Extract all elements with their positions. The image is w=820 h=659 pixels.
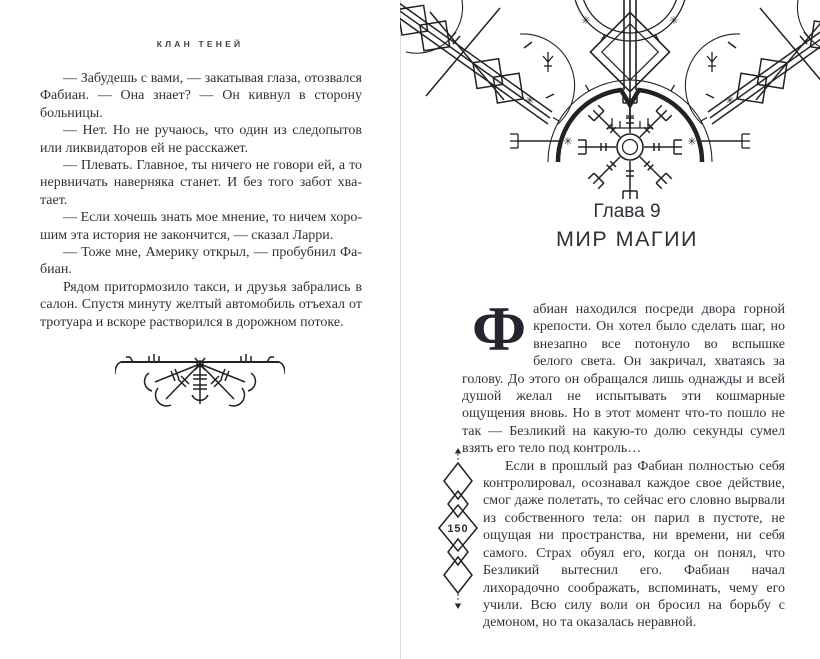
helm-of-awe-rune-icon bbox=[115, 354, 285, 416]
left-page-text bbox=[40, 70, 362, 331]
page-number: 150 bbox=[447, 523, 469, 535]
paragraph: Если в прошлый раз Фабиан полностью себя контролировал, осознавал каждое свое действие, смог даже полетать, то сейчас его словно вырвали из собственного тела: он парил в пустоте, не ощущая ни пространства, ни времени, ни себя самого. Страх обуял его, когда он понял, что Безликий вытеснил его. Фабиан начал лихорадочно соображать, вспоминать, чему его учили. Всю силу воли он бросил на борьбу с демоном, но та оказалась неравной. bbox=[483, 458, 785, 631]
vegvisir-compass-icon bbox=[400, 0, 820, 200]
paragraph-with-dropcap bbox=[462, 294, 785, 458]
paragraph: — Забудешь с вами, — закатывая глаза, отозвался Фабиан. — Она знает? — Он кивнул в сторону больницы. bbox=[40, 71, 362, 121]
paragraph-text: абиан находился посреди двора горной крепости. Он хотел было сделать шаг, но внезапно все потонуло во вспышке белого света. Он закричал, хватаясь за голову. До этого он обращался лишь однажды и всей душой желал не испытывать эти кошмарные ощущения вновь. Но в этот момент что-то пошло не так — Безликий на какую-то долю секунды сумел взять его тело под контроль… bbox=[462, 302, 785, 457]
asterisk-icon: ✳ bbox=[669, 14, 679, 27]
asterisk-icon: ✳ bbox=[563, 135, 573, 148]
paragraph: Рядом притормозило такси, и друзья забрались в салон. Спустя минуту желтый автомобиль отъехал от тротуара и вскоре растворился в дорожном потоке. bbox=[40, 279, 362, 330]
asterisk-icon: ✳ bbox=[525, 94, 535, 107]
right-page bbox=[400, 0, 820, 659]
asterisk-icon: ✳ bbox=[687, 135, 697, 148]
page-number-ornament bbox=[438, 447, 478, 611]
asterisk-icon: ✳ bbox=[581, 14, 591, 27]
chapter-title: МИР МАГИИ bbox=[556, 227, 698, 251]
paragraph: — Если хочешь знать мое мнение, то ничем хорошим эта история не закончится, — сказал Ларри. bbox=[40, 210, 362, 243]
chapter-label: Глава 9 bbox=[593, 201, 661, 222]
paragraph: — Тоже мне, Америку открыл, — пробубнил Фабиан. bbox=[40, 245, 362, 278]
asterisk-icon: ✳ bbox=[725, 94, 735, 107]
paragraph: — Плевать. Главное, ты ничего не говори ей, а то нервничать наверняка станет. И без того забот хватает. bbox=[40, 158, 362, 208]
right-page-text bbox=[462, 294, 785, 632]
running-header: КЛАН ТЕНЕЙ bbox=[156, 39, 244, 49]
drop-cap: Ф bbox=[472, 294, 527, 364]
paragraph: — Нет. Но не ручаюсь, что один из следопытов или ликвидаторов ей не расскажет. bbox=[40, 123, 362, 156]
